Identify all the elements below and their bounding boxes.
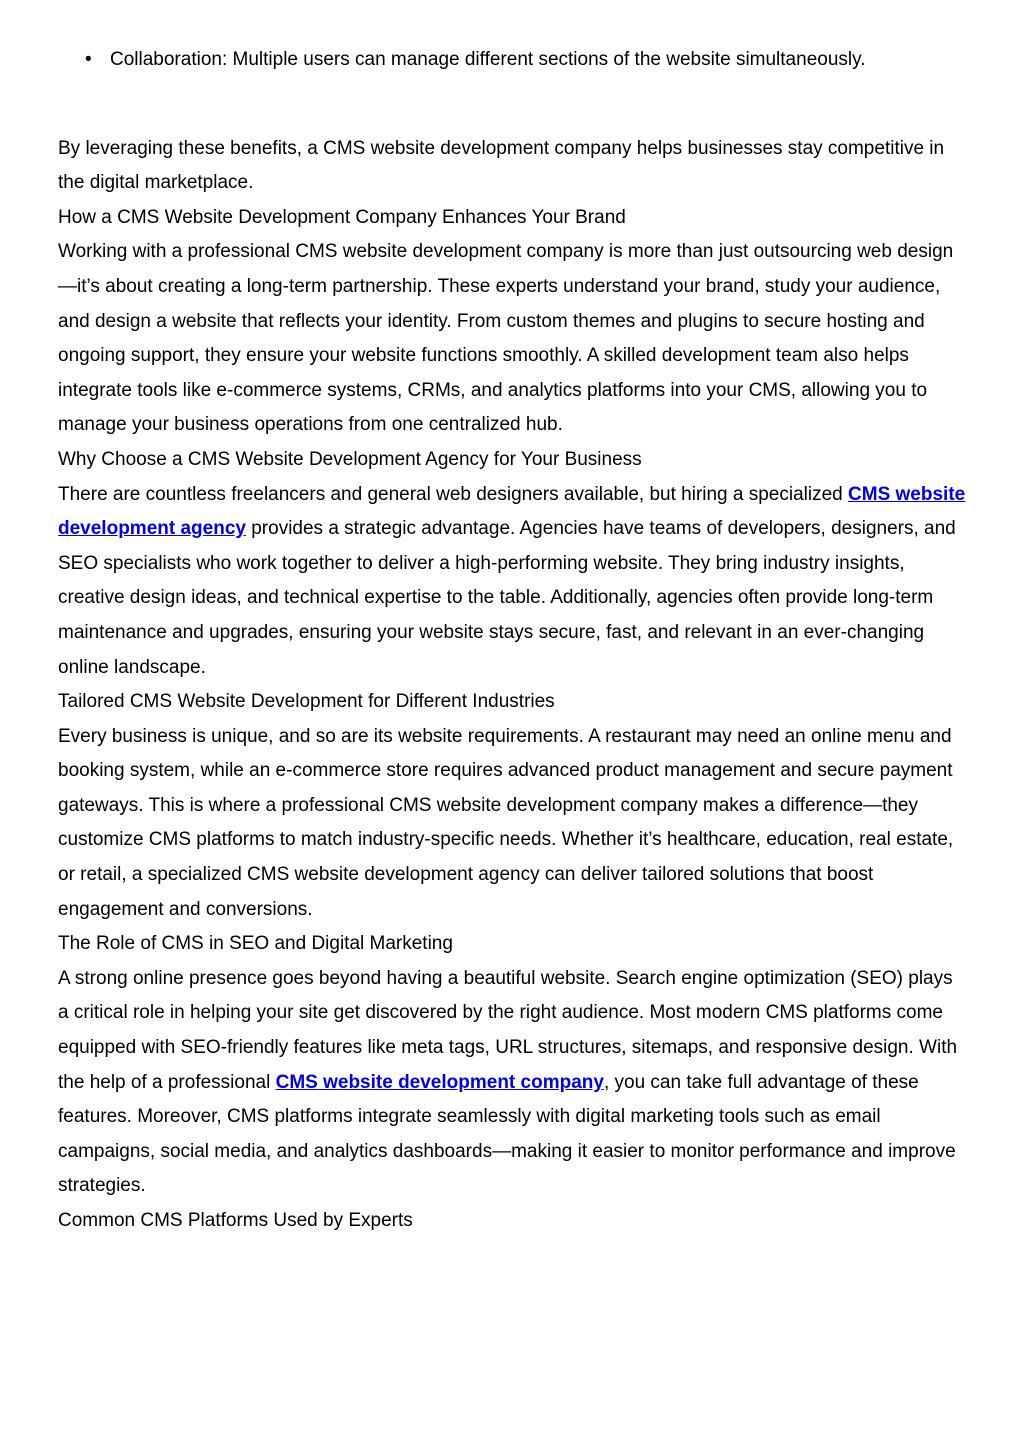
text-run: Working with a professional CMS website development company is more than just outsourcing web design—it’s about creating a long-term partnership. These experts understand your brand, study your audience, and design a website that reflects your identity. From custom themes and plugins to secure hosting and ongoing support, they ensure your website functions smoothly. A skilled development team also helps integrate tools like e-commerce systems, CRMs, and analytics platforms into your CMS, allowing you to manage your business operations from one centralized hub. bbox=[58, 241, 954, 436]
text-run: Why Choose a CMS Website Development Agency for Your Business bbox=[58, 448, 642, 470]
paragraph bbox=[58, 132, 966, 201]
paragraph bbox=[58, 478, 966, 686]
text-run: provides a strategic advantage. Agencies have teams of developers, designers, and SEO specialists who work together to deliver a high-performing website. They bring industry insights, creative design ideas, and technical expertise to the table. Additionally, agencies often provide long-term maintenance and upgrades, ensuring your website stays secure, fast, and relevant in an ever-changing online landscape. bbox=[58, 518, 956, 678]
text-run: , you can take full advantage of these features. Moreover, CMS platforms integrate seamlessly with digital marketing tools such as email campaigns, social media, and analytics dashboards—making it easier to monitor performance and improve strategies. bbox=[58, 1071, 956, 1197]
text-run: There are countless freelancers and general web designers available, but hiring a specialized bbox=[58, 483, 849, 505]
inline-text-link[interactable]: CMS website development agency bbox=[58, 483, 966, 540]
section-heading bbox=[58, 201, 966, 236]
bullet-item-text: Collaboration: Multiple users can manage different sections of the website simultaneously. bbox=[110, 49, 866, 70]
section-heading bbox=[58, 443, 966, 478]
section-heading bbox=[58, 927, 966, 962]
paragraph bbox=[58, 720, 966, 928]
text-run: The Role of CMS in SEO and Digital Marketing bbox=[58, 933, 453, 955]
bullet-icon: • bbox=[85, 49, 92, 70]
text-run: How a CMS Website Development Company Enhances Your Brand bbox=[58, 206, 626, 228]
section-heading bbox=[58, 685, 966, 720]
paragraph bbox=[58, 235, 966, 443]
bullet-list-item bbox=[58, 43, 966, 78]
text-run: By leveraging these benefits, a CMS website development company helps businesses stay competitive in the digital marketplace. bbox=[58, 137, 945, 194]
article-body bbox=[58, 43, 966, 1239]
text-run: Tailored CMS Website Development for Different Industries bbox=[58, 691, 555, 713]
section-heading bbox=[58, 1204, 966, 1239]
text-run: Common CMS Platforms Used by Experts bbox=[58, 1210, 413, 1231]
paragraph bbox=[58, 962, 966, 1204]
text-run: A strong online presence goes beyond having a beautiful website. Search engine optimization (SEO) plays a critical role in helping your site get discovered by the right audience. Most modern CMS platforms come equipped with SEO-friendly features like meta tags, URL structures, sitemaps, and responsive design. With the help of a professional bbox=[58, 967, 958, 1093]
text-run: Every business is unique, and so are its website requirements. A restaurant may need an online menu and booking system, while an e-commerce store requires advanced product management and secure payment gateways. This is where a professional CMS website development company makes a difference—they customize CMS platforms to match industry-specific needs. Whether it’s healthcare, education, real estate, or retail, a specialized CMS website development agency can deliver tailored solutions that boost engagement and conversions. bbox=[58, 725, 954, 920]
inline-text-link[interactable]: CMS website development company bbox=[275, 1071, 604, 1093]
